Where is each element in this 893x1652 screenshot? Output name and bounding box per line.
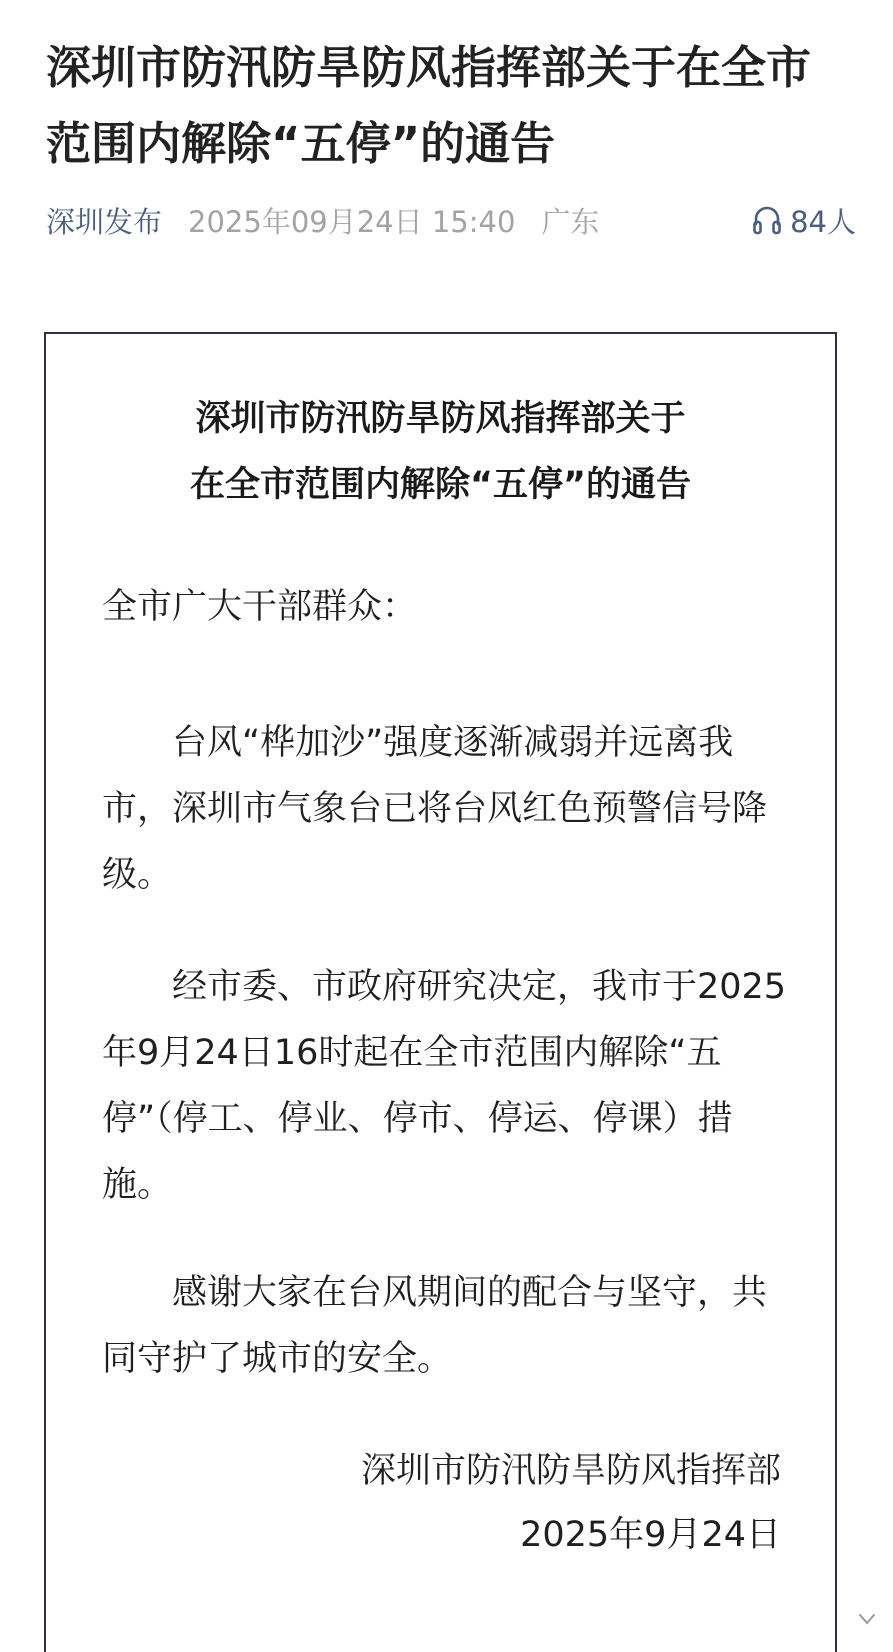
notice-paragraph: 感谢大家在台风期间的配合与坚守，共同守护了城市的安全。: [102, 1273, 768, 1379]
notice-heading-line-2: 在全市范围内解除“五停”的通告: [189, 465, 691, 505]
notice-heading: [46, 386, 835, 518]
notice-paragraph: 经市委、市政府研究决定，我市于2025年9月24日16时起在全市范围内解除“五停”（停工、停业、停市、停运、停课）措施。: [102, 967, 787, 1205]
signature-date: 2025年9月24日: [520, 1515, 781, 1555]
article-title: 深圳市防汛防旱防风指挥部关于在全市范围内解除“五停”的通告: [46, 41, 812, 170]
notice-image: [44, 332, 837, 1652]
notice-paragraph: 台风“桦加沙”强度逐渐减弱并远离我市，深圳市气象台已将台风红色预警信号降级。: [102, 723, 768, 895]
notice-heading-line-1: 深圳市防汛防旱防风指挥部关于: [195, 399, 686, 439]
chevron-down-icon[interactable]: [855, 1607, 879, 1631]
publish-date: 2025年09月24日 15:40: [188, 204, 516, 239]
listen-count: 84人: [790, 204, 856, 239]
article-meta: [46, 197, 856, 243]
headphone-icon: [752, 204, 782, 236]
publish-location: 广东: [541, 204, 600, 239]
notice-salutation: 全市广大干部群众：: [102, 587, 418, 627]
source-link[interactable]: 深圳发布: [46, 204, 163, 239]
listen-button[interactable]: [752, 200, 856, 241]
signature-organization: 深圳市防汛防旱防风指挥部: [360, 1451, 781, 1491]
